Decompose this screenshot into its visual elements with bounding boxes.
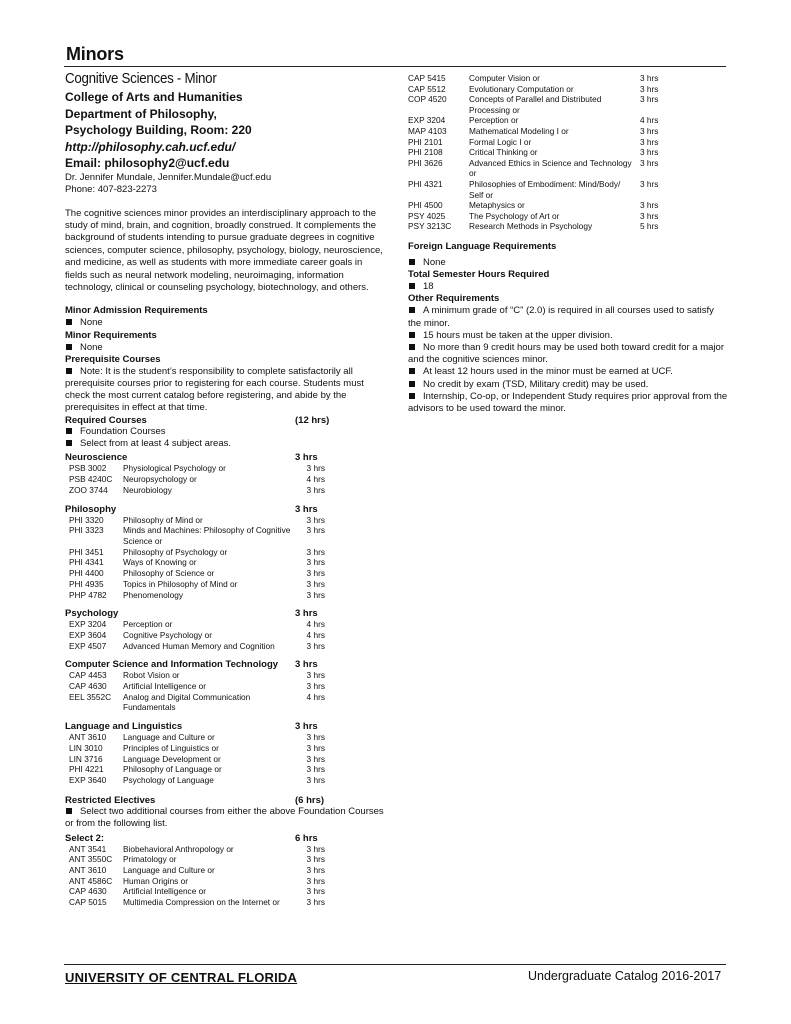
course-hours: 3 hrs bbox=[306, 742, 325, 753]
course-hours: 3 hrs bbox=[306, 578, 325, 589]
course-row bbox=[65, 525, 385, 546]
course-hours: 3 hrs bbox=[306, 764, 325, 775]
course-code: PSB 3002 bbox=[69, 463, 107, 474]
required-bullet: Foundation Courses bbox=[65, 426, 385, 438]
course-row bbox=[65, 692, 385, 713]
other-requirement-item bbox=[408, 379, 728, 391]
course-name: Principles of Linguistics or bbox=[123, 742, 219, 753]
section-hours: 3 hrs bbox=[295, 503, 318, 515]
department-email[interactable]: Email: philosophy2@ucf.edu bbox=[65, 156, 230, 170]
course-row bbox=[65, 590, 385, 601]
course-name: Physiological Psychology or bbox=[123, 463, 226, 474]
course-name: Artificial Intelligence or bbox=[123, 886, 207, 897]
course-code: ANT 3610 bbox=[69, 864, 107, 875]
course-name: Critical Thinking or bbox=[469, 147, 538, 158]
course-code: CAP 4630 bbox=[69, 681, 107, 692]
course-name: Computer Vision or bbox=[469, 73, 540, 83]
other-requirement-text: 15 hours must be taken at the upper division. bbox=[423, 329, 613, 341]
course-code: PHP 4782 bbox=[69, 589, 107, 600]
course-row bbox=[65, 463, 385, 474]
course-code: LIN 3716 bbox=[69, 753, 103, 764]
course-row bbox=[408, 126, 728, 137]
college-name: College of Arts and Humanities bbox=[65, 90, 243, 104]
course-row bbox=[408, 84, 728, 95]
required-bullet: Select from at least 4 subject areas. bbox=[65, 438, 385, 450]
course-name: Analog and Digital Communication Fundamentals bbox=[123, 691, 251, 713]
course-row bbox=[408, 137, 728, 148]
course-code: EXP 3604 bbox=[69, 629, 107, 640]
course-hours: 3 hrs bbox=[306, 525, 325, 536]
course-hours: 3 hrs bbox=[306, 854, 325, 865]
section-name: Computer Science and Information Technology bbox=[65, 659, 279, 671]
course-name: Philosophies of Embodiment: Mind/Body/ Self or bbox=[469, 178, 621, 200]
course-code: PHI 4935 bbox=[69, 578, 104, 589]
total-hours-heading: Total Semester Hours Required bbox=[408, 269, 550, 281]
course-name: Primatology or bbox=[123, 854, 177, 865]
section-name: Philosophy bbox=[65, 503, 117, 515]
course-hours: 3 hrs bbox=[640, 136, 659, 147]
course-name: Language Development or bbox=[123, 753, 221, 764]
course-name: Topics in Philosophy of Mind or bbox=[123, 578, 238, 589]
course-hours: 3 hrs bbox=[306, 640, 325, 651]
course-hours: 3 hrs bbox=[306, 463, 325, 474]
right-column bbox=[408, 73, 728, 415]
other-requirements-heading: Other Requirements bbox=[408, 293, 500, 305]
bullet-square-icon bbox=[409, 344, 415, 350]
course-code: CAP 5512 bbox=[408, 83, 446, 94]
course-code: EXP 3204 bbox=[69, 619, 107, 630]
course-name: Metaphysics or bbox=[469, 200, 525, 211]
course-row bbox=[408, 73, 728, 84]
course-row bbox=[408, 200, 728, 211]
section-hours: 3 hrs bbox=[295, 721, 318, 733]
course-hours: 5 hrs bbox=[640, 221, 659, 232]
course-name: Neurobiology bbox=[123, 484, 172, 495]
course-row bbox=[408, 115, 728, 126]
course-name: Advanced Human Memory and Cognition bbox=[123, 640, 275, 651]
course-row bbox=[65, 547, 385, 558]
total-hours-item: 18 bbox=[408, 281, 728, 293]
course-hours: 3 hrs bbox=[306, 774, 325, 785]
other-requirement-text: Internship, Co-op, or Independent Study requires prior approval from the advisors to be used toward the minor. bbox=[408, 390, 728, 414]
course-row bbox=[65, 641, 385, 652]
section-name: Neuroscience bbox=[65, 452, 128, 464]
title-divider bbox=[64, 66, 726, 67]
course-row bbox=[65, 764, 385, 775]
select-two-header: Select 2: 6 hrs bbox=[65, 832, 318, 844]
course-hours: 3 hrs bbox=[306, 589, 325, 600]
section-header bbox=[65, 659, 385, 670]
course-hours: 3 hrs bbox=[640, 73, 659, 83]
course-row bbox=[65, 886, 385, 897]
course-name: Neuropsychology or bbox=[123, 474, 197, 485]
course-hours: 3 hrs bbox=[306, 514, 325, 525]
course-code: CAP 5415 bbox=[408, 73, 446, 83]
course-row bbox=[65, 579, 385, 590]
course-name: Language and Culture or bbox=[123, 732, 215, 743]
prerequisite-note: Note: It is the student’s responsibility to complete satisfactorily all prerequisite courses prior to registering for each course. Students must check the most current catalog before registering, and abide by the prerequisites in effect at that time. bbox=[65, 365, 364, 414]
course-name: Perception or bbox=[469, 115, 519, 126]
bullet-square-icon bbox=[66, 440, 72, 446]
footer-divider bbox=[64, 964, 726, 965]
course-name: Minds and Machines: Philosophy of Cognitive Science or bbox=[123, 525, 291, 546]
bullet-square-icon bbox=[66, 808, 72, 814]
section-name: Language and Linguistics bbox=[65, 721, 183, 733]
course-hours: 3 hrs bbox=[306, 732, 325, 743]
course-name: Concepts of Parallel and Distributed Processing or bbox=[469, 94, 602, 115]
course-code: EXP 3204 bbox=[408, 115, 446, 126]
course-code: ANT 3541 bbox=[69, 843, 107, 854]
course-row bbox=[65, 775, 385, 786]
course-hours: 3 hrs bbox=[306, 546, 325, 557]
course-hours: 3 hrs bbox=[640, 125, 659, 136]
course-name: Research Methods in Psychology bbox=[469, 221, 593, 232]
course-code: CAP 4630 bbox=[69, 886, 107, 897]
restricted-course-list bbox=[65, 844, 385, 908]
course-row bbox=[65, 743, 385, 754]
other-requirements-list bbox=[408, 305, 728, 415]
course-row bbox=[65, 485, 385, 496]
bullet-square-icon bbox=[409, 332, 415, 338]
course-row bbox=[65, 619, 385, 630]
course-hours: 3 hrs bbox=[306, 864, 325, 875]
course-row bbox=[65, 754, 385, 765]
course-hours: 3 hrs bbox=[306, 681, 325, 692]
course-name: Biobehavioral Anthropology or bbox=[123, 843, 234, 854]
course-row bbox=[65, 568, 385, 579]
course-code: MAP 4103 bbox=[408, 125, 447, 136]
other-requirement-item bbox=[408, 330, 728, 342]
page-title: Minors bbox=[66, 44, 124, 64]
course-hours: 3 hrs bbox=[306, 886, 325, 897]
restricted-note: Select two additional courses from either the above Foundation Courses or from the following list. bbox=[65, 806, 384, 830]
course-code: PHI 4341 bbox=[69, 557, 104, 568]
section-header bbox=[65, 452, 385, 463]
contact-person: Dr. Jennifer Mundale, Jennifer.Mundale@ucf.edu bbox=[65, 171, 272, 183]
other-requirement-text: No more than 9 credit hours may be used both toward credit for a major and the cognitive sciences minor. bbox=[408, 341, 724, 366]
foreign-language-item: None bbox=[408, 257, 728, 269]
section-header bbox=[65, 721, 385, 732]
bullet-square-icon bbox=[66, 344, 72, 350]
course-hours: 3 hrs bbox=[306, 753, 325, 764]
other-requirement-item bbox=[408, 366, 728, 378]
restricted-electives-header: Restricted Electives (6 hrs) bbox=[65, 794, 325, 806]
foreign-language-heading: Foreign Language Requirements bbox=[408, 240, 557, 252]
course-row bbox=[65, 732, 385, 743]
course-name: Philosophy of Psychology or bbox=[123, 546, 228, 557]
course-row bbox=[408, 211, 728, 222]
course-code: PSY 3213C bbox=[408, 221, 452, 232]
section-hours: 3 hrs bbox=[295, 659, 318, 671]
course-name: Ways of Knowing or bbox=[123, 557, 197, 568]
course-code: ZOO 3744 bbox=[69, 484, 108, 495]
course-hours: 3 hrs bbox=[640, 178, 659, 189]
bullet-square-icon bbox=[409, 368, 415, 374]
course-row bbox=[65, 897, 385, 908]
course-row bbox=[65, 670, 385, 681]
course-hours: 3 hrs bbox=[306, 875, 325, 886]
course-code: CAP 4453 bbox=[69, 670, 107, 681]
course-code: ANT 4586C bbox=[69, 875, 113, 886]
other-requirement-item bbox=[408, 391, 728, 415]
course-code: PHI 2101 bbox=[408, 136, 443, 147]
course-hours: 3 hrs bbox=[306, 670, 325, 681]
section-header bbox=[65, 608, 385, 619]
bullet-square-icon bbox=[66, 428, 72, 434]
course-hours: 3 hrs bbox=[640, 200, 659, 211]
course-name: Perception or bbox=[123, 619, 173, 630]
course-hours: 3 hrs bbox=[640, 210, 659, 221]
course-code: EEL 3552C bbox=[69, 691, 112, 702]
course-sections bbox=[65, 452, 385, 785]
course-row bbox=[65, 844, 385, 855]
course-name: Philosophy of Language or bbox=[123, 764, 222, 775]
course-row bbox=[65, 474, 385, 485]
course-code: PHI 4400 bbox=[69, 568, 104, 579]
course-code: ANT 3610 bbox=[69, 732, 107, 743]
restricted-course-list-continued bbox=[408, 73, 728, 232]
footer-catalog-year: Undergraduate Catalog 2016-2017 bbox=[528, 969, 722, 983]
bullet-square-icon bbox=[409, 381, 415, 387]
course-hours: 4 hrs bbox=[306, 629, 325, 640]
course-hours: 4 hrs bbox=[640, 115, 659, 126]
course-row bbox=[408, 179, 728, 200]
course-hours: 4 hrs bbox=[306, 619, 325, 630]
bullet-square-icon bbox=[409, 283, 415, 289]
course-name: The Psychology of Art or bbox=[469, 210, 560, 221]
minor-requirements-heading: Minor Requirements bbox=[65, 329, 157, 341]
contact-phone: Phone: 407-823-2273 bbox=[65, 183, 157, 195]
course-code: LIN 3010 bbox=[69, 742, 103, 753]
section-hours: 3 hrs bbox=[295, 452, 318, 464]
course-code: PHI 3320 bbox=[69, 514, 104, 525]
course-code: COP 4520 bbox=[408, 94, 447, 105]
course-hours: 3 hrs bbox=[306, 484, 325, 495]
course-code: EXP 4507 bbox=[69, 640, 107, 651]
course-hours: 3 hrs bbox=[640, 83, 659, 94]
section-hours: 3 hrs bbox=[295, 608, 318, 620]
left-column bbox=[65, 69, 385, 908]
bullet-square-icon bbox=[66, 319, 72, 325]
bullet-square-icon bbox=[66, 368, 72, 374]
course-code: PHI 3323 bbox=[69, 525, 104, 536]
course-code: PHI 3451 bbox=[69, 546, 104, 557]
bullet-square-icon bbox=[409, 393, 415, 399]
course-name: Philosophy of Science or bbox=[123, 568, 215, 579]
course-name: Mathematical Modeling I or bbox=[469, 125, 569, 136]
course-row bbox=[408, 94, 728, 115]
other-requirement-item bbox=[408, 342, 728, 366]
minor-title: Cognitive Sciences - Minor bbox=[65, 71, 217, 87]
course-hours: 3 hrs bbox=[306, 568, 325, 579]
other-requirement-text: A minimum grade of “C” (2.0) is required in all courses used to satisfy the minor. bbox=[408, 305, 714, 329]
other-requirement-text: No credit by exam (TSD, Military credit) may be used. bbox=[423, 378, 649, 390]
bullet-square-icon bbox=[409, 259, 415, 265]
other-requirement-item bbox=[408, 305, 728, 329]
section-name: Psychology bbox=[65, 608, 119, 620]
course-name: Multimedia Compression on the Internet or bbox=[123, 897, 280, 908]
course-code: ANT 3550C bbox=[69, 854, 113, 865]
course-hours: 3 hrs bbox=[306, 843, 325, 854]
footer-university-name: UNIVERSITY OF CENTRAL FLORIDA bbox=[65, 970, 298, 985]
course-row bbox=[65, 865, 385, 876]
course-code: PHI 4221 bbox=[69, 764, 104, 775]
required-courses-header: Required Courses (12 hrs) bbox=[65, 414, 330, 426]
course-row bbox=[65, 630, 385, 641]
course-hours: 3 hrs bbox=[306, 897, 325, 908]
course-name: Philosophy of Mind or bbox=[123, 514, 203, 525]
course-hours: 4 hrs bbox=[306, 691, 325, 702]
prerequisite-heading: Prerequisite Courses bbox=[65, 353, 161, 365]
minor-requirements-item: None bbox=[65, 342, 385, 354]
course-row bbox=[65, 681, 385, 692]
other-requirement-text: At least 12 hours used in the minor must be earned at UCF. bbox=[423, 366, 673, 378]
course-name: Cognitive Psychology or bbox=[123, 629, 213, 640]
course-code: CAP 5015 bbox=[69, 897, 107, 908]
course-code: PHI 4321 bbox=[408, 178, 443, 189]
course-code: EXP 3640 bbox=[69, 774, 107, 785]
minor-description: The cognitive sciences minor provides an interdisciplinary approach to the study of mind, brain, and cognition, broadly construed. It complements the background of students intending to pursue graduate degrees in cognitive sciences, computer science, philosophy, psychology, biology, neuroscience, and medicine, as well as students with more immediate career goals in fields such as neural network modeling, neuroimaging, information technology, clinical or counseling psychology, biotechnology, and others. bbox=[65, 207, 383, 293]
course-row bbox=[65, 515, 385, 526]
course-code: PHI 3626 bbox=[408, 157, 443, 168]
section-header bbox=[65, 504, 385, 515]
course-name: Formal Logic I or bbox=[469, 136, 532, 147]
course-name: Psychology of Language bbox=[123, 774, 214, 785]
department-name: Department of Philosophy, bbox=[65, 106, 217, 121]
course-hours: 3 hrs bbox=[640, 147, 659, 158]
course-code: PHI 4500 bbox=[408, 200, 443, 211]
admission-item: None bbox=[65, 317, 385, 329]
admission-heading: Minor Admission Requirements bbox=[65, 305, 208, 317]
course-name: Advanced Ethics in Science and Technology or bbox=[469, 157, 632, 179]
course-name: Human Origins or bbox=[123, 875, 189, 886]
course-hours: 3 hrs bbox=[640, 94, 659, 105]
bullet-square-icon bbox=[409, 307, 415, 313]
course-code: PSY 4025 bbox=[408, 210, 446, 221]
course-name: Robot Vision or bbox=[123, 670, 180, 681]
building-location: Psychology Building, Room: 220 bbox=[65, 123, 252, 137]
course-row bbox=[65, 557, 385, 568]
course-code: PSB 4240C bbox=[69, 474, 113, 485]
course-row bbox=[408, 221, 728, 232]
course-hours: 3 hrs bbox=[640, 157, 659, 168]
course-hours: 4 hrs bbox=[306, 474, 325, 485]
course-hours: 3 hrs bbox=[306, 557, 325, 568]
course-name: Evolutionary Computation or bbox=[469, 83, 574, 94]
course-row bbox=[408, 158, 728, 179]
course-name: Artificial Intelligence or bbox=[123, 681, 207, 692]
course-row bbox=[65, 876, 385, 887]
course-name: Phenomenology bbox=[123, 589, 183, 600]
course-row bbox=[65, 854, 385, 865]
course-row bbox=[408, 147, 728, 158]
course-name: Language and Culture or bbox=[123, 864, 215, 875]
department-website-link[interactable]: http://philosophy.cah.ucf.edu/ bbox=[65, 139, 236, 154]
course-code: PHI 2108 bbox=[408, 147, 443, 158]
